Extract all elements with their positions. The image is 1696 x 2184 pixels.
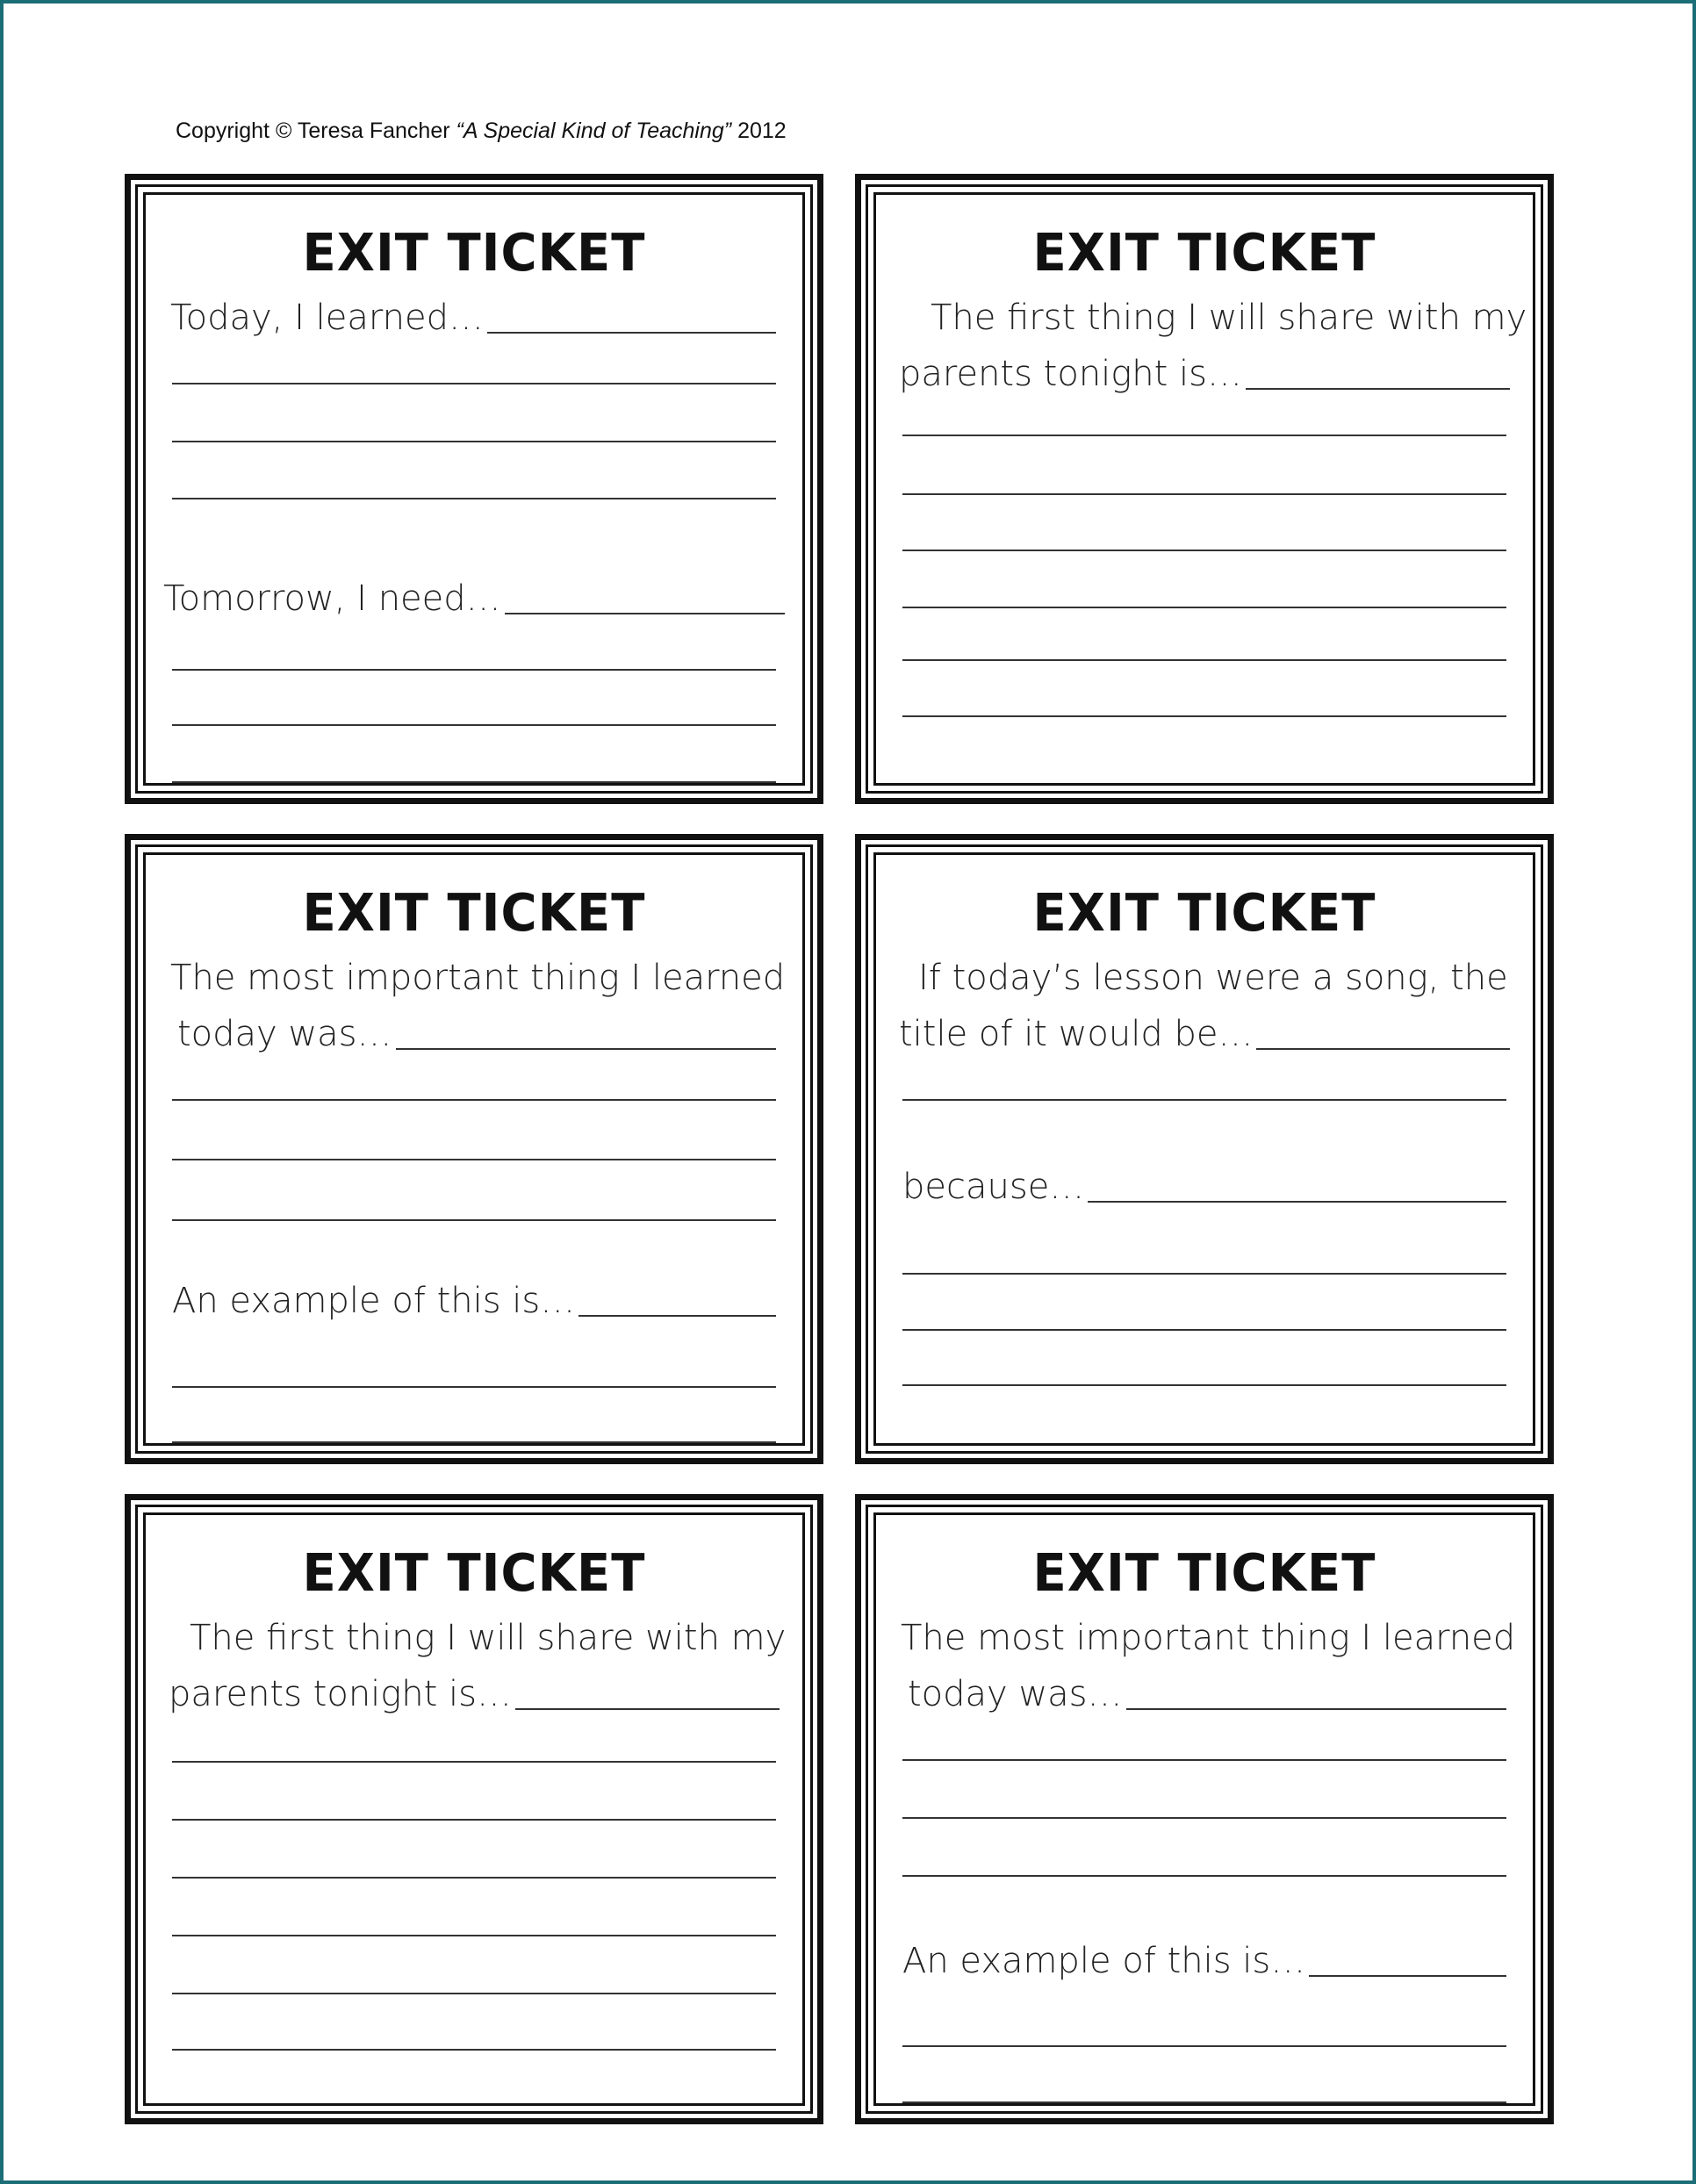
copyright-notice	[176, 119, 787, 144]
prompt-text: The first thing I will share with my	[190, 1618, 787, 1658]
copyright-title: “A Special Kind of Teaching”	[456, 119, 732, 143]
answer-line[interactable]	[1126, 1708, 1506, 1710]
ticket-title: EXIT TICKET	[302, 883, 646, 944]
answer-line[interactable]	[902, 1875, 1506, 1877]
answer-line[interactable]	[172, 1099, 776, 1101]
answer-line[interactable]	[172, 1159, 776, 1160]
answer-line[interactable]	[1088, 1201, 1506, 1203]
answer-line[interactable]	[172, 1219, 776, 1221]
answer-line[interactable]	[172, 1819, 776, 1821]
prompt-text: Tomorrow, I need…	[163, 578, 501, 619]
answer-line[interactable]	[1256, 1048, 1510, 1050]
prompt-text: The first thing I will share with my	[931, 298, 1527, 338]
answer-line[interactable]	[172, 1386, 776, 1388]
answer-line[interactable]	[172, 2049, 776, 2051]
answer-line[interactable]	[515, 1708, 780, 1710]
answer-line[interactable]	[172, 669, 776, 671]
exit-ticket-2	[855, 174, 1554, 804]
answer-line[interactable]	[902, 493, 1506, 495]
ticket-title: EXIT TICKET	[1032, 223, 1376, 284]
prompt-text: today was…	[908, 1674, 1123, 1714]
answer-line[interactable]	[902, 1273, 1506, 1275]
prompt-text: The most important thing I learned	[901, 1618, 1516, 1658]
answer-line[interactable]	[172, 498, 776, 499]
prompt-text: An example of this is…	[902, 1941, 1306, 1981]
exit-ticket-4	[855, 834, 1554, 1464]
ticket-title: EXIT TICKET	[1032, 1543, 1376, 1604]
copyright-prefix: Copyright © Teresa Fancher	[176, 119, 456, 143]
answer-line[interactable]	[172, 383, 776, 384]
answer-line[interactable]	[902, 550, 1506, 551]
answer-line[interactable]	[902, 1384, 1506, 1386]
answer-line[interactable]	[902, 2045, 1506, 2047]
answer-line[interactable]	[172, 441, 776, 442]
answer-line[interactable]	[172, 1993, 776, 1994]
answer-line[interactable]	[505, 613, 785, 614]
answer-line[interactable]	[1309, 1975, 1506, 1977]
answer-line[interactable]	[172, 1935, 776, 1936]
exit-ticket-5	[125, 1494, 823, 2124]
ticket-title: EXIT TICKET	[302, 223, 646, 284]
answer-line[interactable]	[172, 724, 776, 726]
answer-line[interactable]	[579, 1315, 776, 1317]
prompt-text: Today, I learned…	[170, 298, 484, 338]
answer-line[interactable]	[172, 1441, 776, 1443]
answer-line[interactable]	[1246, 388, 1510, 390]
answer-line[interactable]	[172, 1761, 776, 1763]
prompt-text: because…	[902, 1167, 1085, 1207]
exit-ticket-1	[125, 174, 823, 804]
prompt-text: title of it would be…	[899, 1014, 1254, 1054]
ticket-title: EXIT TICKET	[302, 1543, 646, 1604]
answer-line[interactable]	[902, 607, 1506, 608]
answer-line[interactable]	[172, 1877, 776, 1879]
ticket-title: EXIT TICKET	[1032, 883, 1376, 944]
answer-line[interactable]	[902, 2101, 1506, 2103]
prompt-text: An example of this is…	[172, 1281, 576, 1321]
copyright-year: 2012	[731, 119, 787, 143]
exit-ticket-6	[855, 1494, 1554, 2124]
prompt-text: If today’s lesson were a song, the	[918, 958, 1508, 998]
prompt-text: The most important thing I learned	[170, 958, 786, 998]
exit-ticket-3	[125, 834, 823, 1464]
answer-line[interactable]	[902, 659, 1506, 661]
prompt-text: parents tonight is…	[169, 1674, 512, 1714]
answer-line[interactable]	[902, 1759, 1506, 1761]
prompt-text: parents tonight is…	[899, 354, 1242, 394]
answer-line[interactable]	[172, 781, 776, 783]
prompt-text: today was…	[177, 1014, 392, 1054]
answer-line[interactable]	[902, 1099, 1506, 1101]
answer-line[interactable]	[902, 1817, 1506, 1819]
answer-line[interactable]	[396, 1048, 776, 1050]
answer-line[interactable]	[487, 332, 776, 334]
answer-line[interactable]	[902, 715, 1506, 717]
answer-line[interactable]	[902, 1329, 1506, 1331]
answer-line[interactable]	[902, 435, 1506, 436]
